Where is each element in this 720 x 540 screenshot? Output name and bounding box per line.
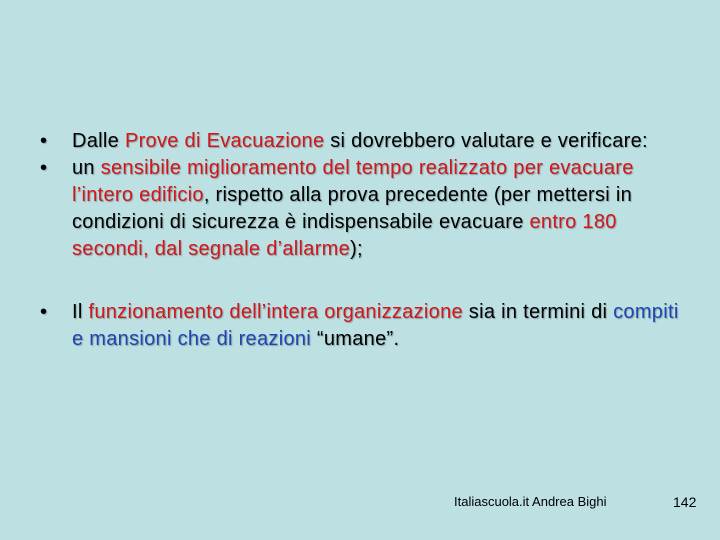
highlight-prove-evacuazione: Prove di Evacuazione	[124, 130, 325, 152]
bullet-marker: •	[40, 301, 48, 323]
text-segment: Dalle	[72, 130, 125, 152]
text-segment: “umane”.	[311, 328, 400, 350]
text-segment: Il	[72, 301, 89, 323]
highlight-180-secondi: entro 180 secondi, dal segnale d’allarme	[72, 211, 617, 260]
text-segment: , rispetto alla prova precedente (per mettersi in condizioni di sicurezza è indispensabile evacuare	[72, 184, 633, 233]
bullet-marker: •	[40, 130, 48, 152]
page-number: 142	[673, 494, 697, 510]
bullet-miglioramento-tempo	[40, 155, 680, 263]
text-segment: );	[350, 238, 363, 260]
bullet-funzionamento-organizzazione	[40, 299, 680, 353]
highlight-funzionamento: funzionamento dell’intera organizzazione	[88, 301, 463, 323]
footer-credit: Italiascuola.it Andrea Bighi	[454, 494, 607, 509]
highlight-miglioramento: sensibile miglioramento del tempo realizzato per evacuare l’intero edificio	[72, 157, 634, 206]
text-segment: un	[72, 157, 101, 179]
bullet-marker: •	[40, 157, 48, 179]
text-segment: sia in termini di	[462, 301, 614, 323]
highlight-compiti-mansioni: compiti e mansioni che di reazioni	[72, 301, 679, 350]
bullet-prove-evacuazione	[40, 128, 680, 155]
slide-body	[40, 128, 680, 353]
text-segment: si dovrebbero valutare e verificare:	[324, 130, 648, 152]
